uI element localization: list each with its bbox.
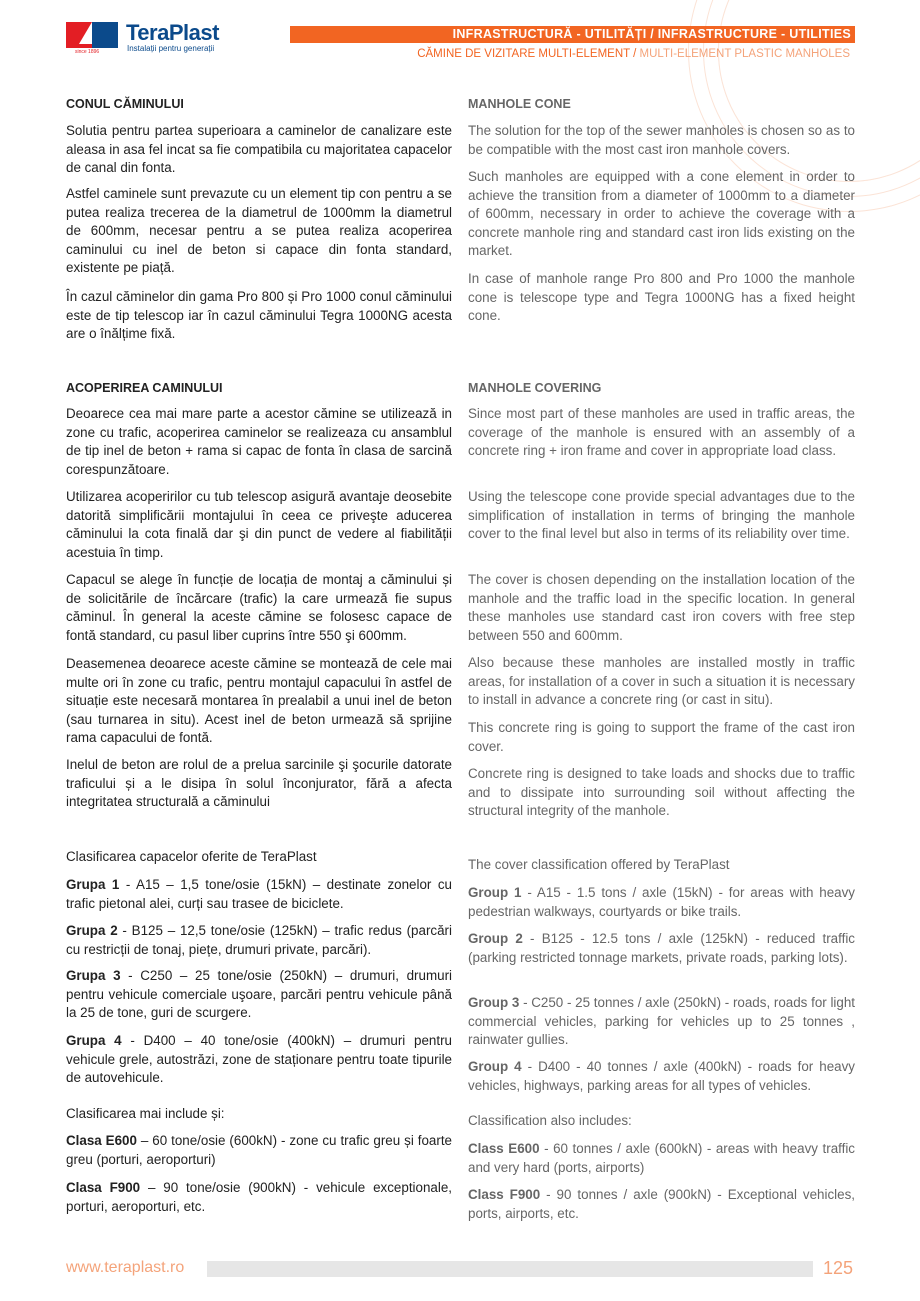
class-desc: - A15 – 1,5 tone/osie (15kN) – destinate zonelor cu trafic pietonal alei, curți sau trasee de biciclete. — [66, 877, 452, 911]
class-label: Grupa 4 — [66, 1033, 122, 1048]
paragraph: Such manholes are equipped with a cone element in order to achieve the transition from a diameter of 1000mm to a diameter of 600mm, necessary in order to achieve the coverage with a concrete manhole ring and standard cast iron lids existing on the market. — [468, 169, 855, 258]
classification-includes: Clasificarea mai include și: — [66, 1106, 225, 1121]
class-item — [66, 922, 452, 959]
class-desc: - C250 - 25 tonnes / axle (250kN) - roads, roads for light commercial vehicles, parking for vehicles up to 25 tonnes , rainwater gullies. — [468, 995, 856, 1047]
paragraph: This concrete ring is going to support the frame of the cast iron cover. — [468, 720, 855, 754]
subcategory — [417, 48, 850, 60]
class-label: Grupa 2 — [66, 923, 118, 938]
paragraph: În cazul căminelor din gama Pro 800 și Pro 1000 conul căminului este de tip telescop iar în cazul căminului Tegra 1000NG acesta are o înălțime fixă. — [66, 289, 452, 341]
logo-tagline: Instalații pentru generații — [127, 44, 215, 53]
paragraph: Deasemenea deoarece aceste cămine se montează de cele mai multe ori în zone cu trafic, pentru montajul capacului în astfel de situație este necesară montarea în prealabil a unui inel de beton (sau turnarea in situ). Acest inel de beton urmează să sprijine rama capacului de fontă. — [66, 656, 452, 745]
class-desc: – 90 tone/osie (900kN) - vehicule exceptionale, porturi, aeroporturi, etc. — [66, 1180, 452, 1214]
logo-brand: TeraPlast — [126, 20, 219, 45]
heading-ro-cone: CONUL CĂMINULUI — [66, 97, 184, 111]
paragraph: Using the telescope cone provide special advantages due to the simplification of installation in terms of bringing the manhole cover to the final level but also in terms of its reliability over time. — [468, 489, 855, 541]
paragraph: Deoarece cea mai mare parte a acestor cămine se utilizează in zone cu trafic, acoperirea caminelor se realizeaza cu ansamblul de tip inel de beton + rama si capac de fonta în clasa de sarcină corespunzătoare. — [66, 406, 452, 477]
class-desc: - D400 - 40 tonnes / axle (400kN) - roads for heavy vehicles, highways, parking areas for all types of vehicles. — [468, 1059, 855, 1093]
footer-bar — [207, 1261, 813, 1277]
class-label: Class E600 — [468, 1141, 540, 1156]
class-item — [468, 1140, 855, 1177]
class-label: Group 3 — [468, 995, 520, 1010]
class-desc: - 90 tonnes / axle (900kN) - Exceptional vehicles, ports, airports, etc. — [468, 1187, 855, 1221]
paragraph: Utilizarea acoperirilor cu tub telescop asigură avantaje deosebite datorită simplificării montajului în ceea ce priveşte aducerea căminului la cota finală dar şi din punct de vedere al fiabilității acestuia în timp. — [66, 489, 452, 560]
class-desc: - C250 – 25 tone/osie (250kN) – drumuri, drumuri pentru vehicule comerciale uşoare, parcări pentru vehicule până la 25 de tone, guri de scurgere. — [66, 968, 453, 1020]
class-label: Group 4 — [468, 1059, 522, 1074]
logo-since: since 1896 — [75, 49, 100, 55]
heading-ro-covering: ACOPERIREA CAMINULUI — [66, 381, 223, 395]
class-desc: - B125 - 12.5 tons / axle (125kN) - reduced traffic (parking restricted tonnage markets, private roads, parking lots). — [468, 931, 855, 965]
class-item — [468, 884, 855, 921]
paragraph: Solutia pentru partea superioara a caminelor de canalizare este aleasa in asa fel incat sa fie compatibila cu majoritatea capacelor de canal din fonta. — [66, 123, 452, 175]
heading-en-covering: MANHOLE COVERING — [468, 381, 602, 395]
classification-includes: Classification also includes: — [468, 1113, 632, 1128]
class-label: Clasa E600 — [66, 1133, 137, 1148]
page-number: 125 — [823, 1258, 854, 1278]
subcategory-ro: CĂMINE DE VIZITARE MULTI-ELEMENT / — [417, 48, 640, 60]
class-item — [468, 1186, 855, 1223]
class-item — [468, 1058, 855, 1095]
logo-mark-blue — [92, 22, 118, 48]
class-label: Clasa F900 — [66, 1180, 141, 1195]
class-desc: - D400 – 40 tone/osie (400kN) – drumuri pentru vehicule grele, autostrăzi, zone de staționare pentru toate tipurile de autovehicule. — [66, 1033, 452, 1085]
category-band: INFRASTRUCTURĂ - UTILITĂȚI / INFRASTRUCTURE - UTILITIES — [290, 26, 855, 43]
subcategory-en: MULTI-ELEMENT PLASTIC MANHOLES — [639, 48, 850, 60]
classification-intro: The cover classification offered by TeraPlast — [468, 857, 730, 872]
class-label: Group 1 — [468, 885, 522, 900]
paragraph: The solution for the top of the sewer manholes is chosen so as to be compatible with the most cast iron manhole covers. — [468, 123, 855, 157]
teraplast-logo — [66, 22, 236, 58]
class-item — [66, 967, 452, 1023]
paragraph: Astfel caminele sunt prevazute cu un element tip con pentru a se putea realiza trecerea de la diametrul de 1000mm la diametrul de 600mm, necesar pentru a se putea realiza acoperirea caminului cu inel de beton si capace din fonta standard, existente pe piață. — [66, 186, 452, 275]
classification-intro: Clasificarea capacelor oferite de TeraPlast — [66, 849, 317, 864]
class-desc: - A15 - 1.5 tons / axle (15kN) - for areas with heavy pedestrian walkways, courtyards or bike trails. — [468, 885, 855, 919]
paragraph: In case of manhole range Pro 800 and Pro 1000 the manhole cone is telescope type and Tegra 1000NG has a fixed height cone. — [468, 271, 855, 323]
paragraph: Capacul se alege în funcție de locația de montaj a căminului și de solicitările de încărcare (trafic) la care urmează fie supus căminul. În general la aceste cămine se folosesc capace de fontă standard, cu pasul liber cuprins între 550 şi 600mm. — [66, 572, 452, 643]
class-label: Group 2 — [468, 931, 523, 946]
class-item — [66, 876, 452, 913]
paragraph: Since most part of these manholes are used in traffic areas, the coverage of the manhole is ensured with an assembly of a concrete ring + iron frame and cover in appropriate load class. — [468, 406, 855, 458]
class-item — [66, 1032, 452, 1088]
footer-url-link[interactable]: www.teraplast.ro — [66, 1259, 185, 1276]
class-desc: - 60 tonnes / axle (600kN) - areas with heavy traffic and very hard (ports, airports) — [468, 1141, 856, 1175]
paragraph: Also because these manholes are installed mostly in traffic areas, for installation of a cover in such a situation it is necessary to install in advance a concrete ring (or cast in situ). — [468, 655, 855, 707]
class-label: Grupa 3 — [66, 968, 121, 983]
class-item — [66, 1179, 452, 1216]
paragraph: Concrete ring is designed to take loads and shocks due to traffic and to dissipate into surrounding soil without affecting the structural integrity of the manhole. — [468, 766, 855, 818]
class-label: Class F900 — [468, 1187, 541, 1202]
paragraph: The cover is chosen depending on the installation location of the manhole and the traffic load in the specific location. In general these manholes use standard cast iron covers with free step between 550 and 600mm. — [468, 572, 855, 643]
class-desc: – 60 tone/osie (600kN) - zone cu trafic greu și foarte greu (porturi, aeroporturi) — [66, 1133, 452, 1167]
heading-en-cone: MANHOLE CONE — [468, 97, 571, 111]
class-label: Grupa 1 — [66, 877, 120, 892]
paragraph: Inelul de beton are rolul de a prelua sarcinile şi şocurile datorate traficului și a le disipa în solul înconjurator, fără a afecta integritatea structurală a căminului — [66, 757, 452, 809]
class-item — [66, 1132, 452, 1169]
class-item — [468, 994, 855, 1050]
class-item — [468, 930, 855, 967]
class-desc: - B125 – 12,5 tone/osie (125kN) – trafic redus (parcări cu restricții de tonaj, piețe, drumuri private, parcări). — [66, 923, 452, 957]
